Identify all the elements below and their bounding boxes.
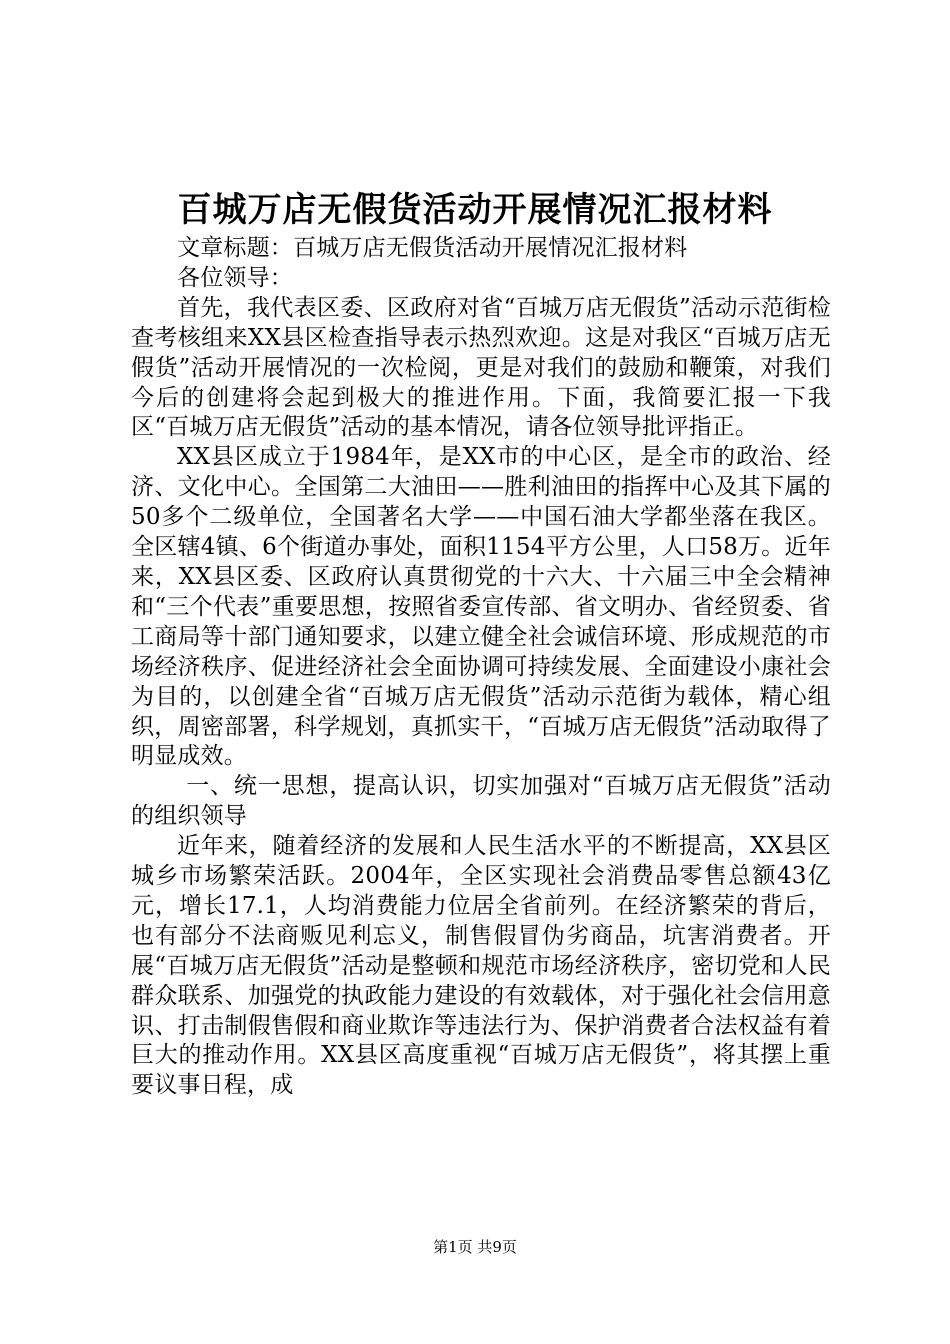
article-title-line: 文章标题：百城万店无假货活动开展情况汇报材料 [177, 235, 688, 261]
salutation: 各位领导： [177, 264, 293, 291]
paragraph-market-background: 近年来，随着经济的发展和人民生活水平的不断提高，XX县区城乡市场繁荣活跃。2004年，全区实现社会消费品零售总额43亿元，增长17.1，人均消费能力位居全省前列。在经济繁荣的背后，也有部分不法商贩见利忘义，制售假冒伪劣商品，坑害消费者。开展“百城万店无假货”活动是整顿和规范市场经济秩序，密切党和人民群众联系、加强党的执政能力建设的有效载体，对于强化社会信用意识、打击制假售假和商业欺诈等违法行为、保护消费者合法权益有着巨大的推动作用。XX县区高度重视“百城万店无假货”，将其摆上重要议事日程，成 [131, 833, 831, 1099]
section-heading-1: 一、统一思想，提高认识，切实加强对“百城万店无假货”活动的组织领导 [131, 773, 831, 830]
document-body [131, 234, 831, 1101]
page-number-footer: 第1页 共9页 [433, 1238, 517, 1256]
document-title: 百城万店无假货活动开展情况汇报材料 [177, 190, 773, 230]
paragraph-district-overview: XX县区成立于1984年，是XX市的中心区，是全市的政治、经济、文化中心。全国第二大油田——胜利油田的指挥中心及其下属的50多个二级单位，全国著名大学——中国石油大学都坐落在我区。全区辖4镇、6个街道办事处，面积1154平方公里，人口58万。近年来，XX县区委、区政府认真贯彻党的十六大、十六届三中全会精神和“三个代表”重要思想，按照省委宣传部、省文明办、省经贸委、省工商局等十部门通知要求，以建立健全社会诚信环境、形成规范的市场经济秩序、促进经济社会全面协调可持续发展、全面建设小康社会为目的，以创建全省“百城万店无假货”活动示范街为载体，精心组织，周密部署，科学规划，真抓实干，“百城万店无假货”活动取得了明显成效。 [131, 444, 831, 770]
paragraph-welcome: 首先，我代表区委、区政府对省“百城万店无假货”活动示范街检查考核组来XX县区检查指导表示热烈欢迎。这是对我区“百城万店无假货”活动开展情况的一次检阅，更是对我们的鼓励和鞭策，对我们今后的创建将会起到极大的推进作用。下面，我简要汇报一下我区“百城万店无假货”活动的基本情况，请各位领导批评指正。 [131, 294, 831, 441]
